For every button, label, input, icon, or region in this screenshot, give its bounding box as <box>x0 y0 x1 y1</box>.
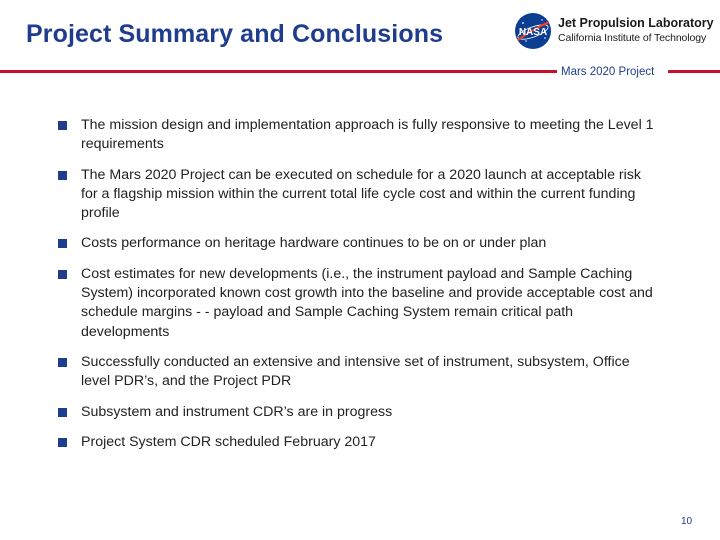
bullet-item <box>58 433 658 452</box>
nasa-logo-icon <box>514 12 552 50</box>
bullet-item <box>58 234 658 253</box>
bullet-text: The mission design and implementation approach is fully responsive to meeting the Level 1 requirements <box>81 117 654 153</box>
header-divider <box>0 70 557 73</box>
caltech-name: California Institute of Technology <box>558 32 707 44</box>
square-bullet-icon <box>58 239 67 248</box>
bullet-text: Successfully conducted an extensive and intensive set of instrument, subsystem, Office level PDR’s, and the Project PDR <box>81 353 630 390</box>
bullet-item <box>58 353 658 392</box>
jpl-name: Jet Propulsion Laboratory <box>558 16 714 30</box>
square-bullet-icon <box>58 438 67 447</box>
bullet-text: Subsystem and instrument CDR’s are in progress <box>81 403 393 420</box>
bullet-text: Cost estimates for new developments (i.e., the instrument payload and Sample Caching System) incorporated known cost growth into the baseline and provide acceptable cost and schedule margins - - payload and Sample Caching System remain critical path developments <box>81 265 653 340</box>
bullet-item <box>58 265 658 342</box>
bullet-item <box>58 116 658 155</box>
bullet-item <box>58 403 658 422</box>
header-divider-end <box>668 70 720 73</box>
bullet-list <box>58 116 658 463</box>
square-bullet-icon <box>58 121 67 130</box>
square-bullet-icon <box>58 171 67 180</box>
page-number: 10 <box>681 516 693 527</box>
square-bullet-icon <box>58 408 67 417</box>
bullet-text: The Mars 2020 Project can be executed on schedule for a 2020 launch at acceptable risk for a flagship mission within the current total life cycle cost and within the current funding profile <box>81 166 641 222</box>
project-label: Mars 2020 Project <box>561 66 655 78</box>
slide-title: Project Summary and Conclusions <box>26 20 444 48</box>
jpl-logo <box>512 8 712 52</box>
bullet-text: Costs performance on heritage hardware continues to be on or under plan <box>81 235 547 252</box>
square-bullet-icon <box>58 270 67 279</box>
nasa-logo-text: NASA <box>518 27 548 38</box>
bullet-item <box>58 166 658 224</box>
square-bullet-icon <box>58 358 67 367</box>
bullet-text: Project System CDR scheduled February 2017 <box>81 433 376 450</box>
